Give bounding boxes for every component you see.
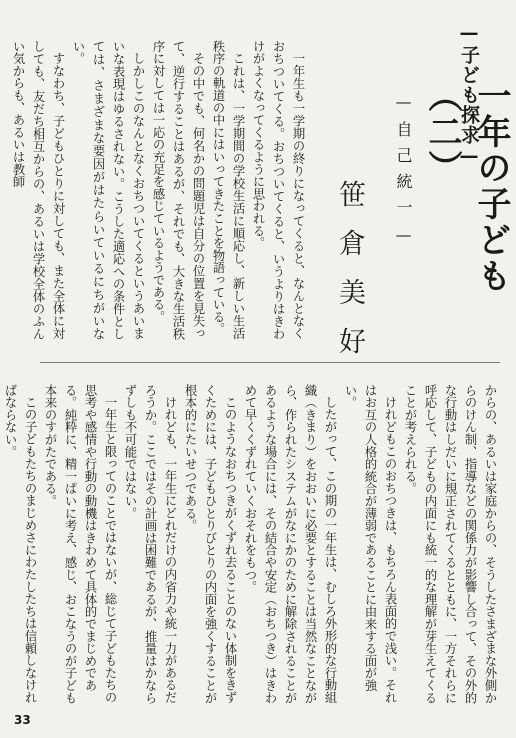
- body-text-top: [11, 40, 308, 340]
- paragraph: すなわち、子どもひとりに対しても、また全体に対しても、友だち相互からの、あるいは学校全体のふんい気からも、あるいは教師: [11, 40, 65, 340]
- paragraph: その中でも、何名かの問題児は自分の位置を見失って、逆行することはあるが、それでも、大きな生活秩序に対しては一応の充足を感じているようである。: [151, 40, 205, 340]
- body-text-bottom: [3, 384, 500, 704]
- paragraph: けれどもこのおちつきは、もちろん表面的で浅い。それはお互の人格的統合が薄弱であることに由来する面が強い。: [343, 384, 397, 704]
- paragraph: 一年生も一学期の終りになってくると、なんとなくおちついてくる。おちついてくると、いうよりはきわけがよくなってくるように思われる。: [251, 40, 305, 340]
- section-divider: [40, 362, 500, 363]
- paragraph: からの、あるいは家庭からの、そうしたさまざまな外側からのけん制、指導などの関係力が影響し合って、その外的な行動はしだいに規正されてくるとともに、一方それらに呼応して、子どもの内面にも統一的な理解が芽生えてくることが考えられる。: [403, 384, 497, 704]
- series-label: —子ども探求—: [458, 22, 480, 168]
- paragraph: けれども、一年生にどれだけの内省力や統一力があるだろうか。ここではその計画は困難であるが、推量はかならずしも不可能ではない。: [123, 384, 177, 704]
- author-name: 笹倉美好: [334, 180, 365, 376]
- paragraph: これは、一学期間の学校生活に順応し、新しい生活秩序の軌道の中にはいってきたことを物語っている。: [211, 40, 245, 340]
- paragraph: この子どもたちのまじめさにわたしたちは信頼しなければならない。: [3, 384, 37, 704]
- article-subtitle: —自己統一—: [394, 92, 413, 254]
- page-number: 33: [14, 713, 31, 727]
- article-title: 一年の子ども（二）: [422, 78, 511, 294]
- paragraph: したがって、この期の一年生は、むしろ外形的な行動組織（きまり）をおおいに必要とすることは当然なことながら、作られたシステムがなにかのために解除されることがあるような場合には、その結合や安定（おちつき）はきわめて早くくずれていくおそれをもつ。: [243, 384, 337, 704]
- paragraph: しかしこのなんとなくおちついてくるというあいまいな表現はゆるされない。こうした適応への条件としては、さまざまな要因がはたらいているにちがいない。: [71, 40, 145, 340]
- paragraph: このようなおちつきがくずれ去ることのない体制をきずくためには、子どもひとりびとりの内面を強くすることが根本的にたいせつである。: [183, 384, 237, 704]
- paragraph: 一年生と限ってのことではないが、総じて子どもたちの思考や感情や行動の動機はきわめて具体的でまじめである。純粋に、精一ぱいに考え、感じ、おこなうのが子ども本来のすがたである。: [43, 384, 117, 704]
